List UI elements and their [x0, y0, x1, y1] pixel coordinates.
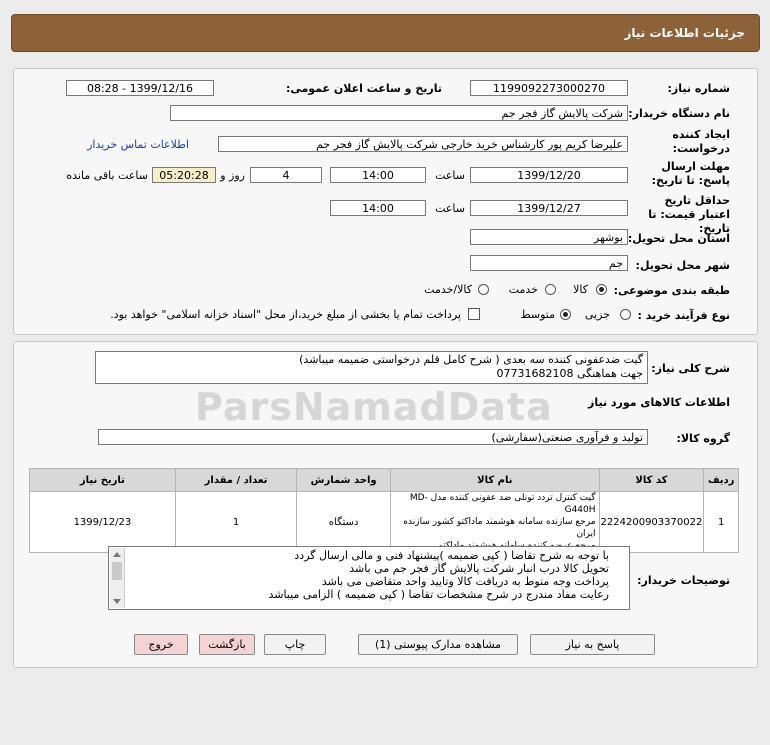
remaining-time-field: 05:20:28 — [152, 167, 216, 183]
col-date: تاریخ نیاز — [30, 469, 176, 492]
table-row — [30, 492, 739, 553]
page-title-bar — [11, 14, 760, 52]
col-unit: واحد شمارش — [297, 469, 391, 492]
goods-group-label: گروه کالا: — [676, 432, 730, 445]
goods-group-field: تولید و فرآوری صنعتی(سفارشی) — [98, 429, 648, 445]
buyer-notes-box — [108, 546, 630, 610]
buyer-org-field: شرکت پالایش گاز فجر جم — [170, 105, 628, 121]
creator-label: ایجاد کننده درخواست: — [672, 128, 730, 155]
category-label: طبقه بندی موضوعی: — [613, 284, 730, 297]
reply-time-label: ساعت — [435, 169, 465, 182]
description-box — [95, 351, 648, 384]
col-code: کد کالا — [599, 469, 704, 492]
purchase-radio-minor[interactable] — [620, 309, 631, 320]
purchase-medium-label: متوسط — [520, 308, 555, 321]
scroll-thumb[interactable] — [112, 562, 122, 580]
reply-deadline-label: مهلت ارسال پاسخ: تا تاریخ: — [651, 160, 730, 187]
col-name: نام کالا — [391, 469, 599, 492]
purchase-minor-label: جزیی — [584, 308, 610, 321]
notes-line-4: رعایت مفاد مندرج در شرح مشخصات تقاضا ( کپی ضمیمه ) الزامی میباشد — [268, 588, 609, 601]
city-field: جم — [470, 255, 628, 271]
purchase-radio-medium[interactable] — [560, 309, 571, 320]
price-validity-label: حداقل تاریخ اعتبار قیمت: تا تاریخ: — [648, 194, 730, 235]
category-radio-service[interactable] — [545, 284, 556, 295]
price-time-field: 14:00 — [330, 200, 426, 216]
print-button[interactable]: چاپ — [264, 634, 326, 655]
notes-scrollbar[interactable] — [110, 548, 125, 608]
days-label: روز و — [220, 169, 245, 182]
province-label: استان محل تحویل: — [627, 232, 730, 245]
reply-button[interactable]: پاسخ به نیاز — [530, 634, 655, 655]
cell-unit: دستگاه — [297, 492, 391, 553]
announce-label: تاریخ و ساعت اعلان عمومی: — [285, 82, 442, 95]
description-line-2: جهت هماهنگی 07731682108 — [496, 367, 643, 380]
creator-field: علیرضا کریم پور کارشناس خرید خارجی شرکت پالایش گاز فجر جم — [218, 136, 628, 152]
cell-name-line-2: مرجع سازنده سامانه هوشمند ماداکتو کشور سازنده ایران — [403, 517, 596, 539]
attachments-button[interactable]: مشاهده مدارک پیوستی (1) — [358, 634, 518, 655]
province-field: بوشهر — [470, 229, 628, 245]
need-number-field: 1199092273000270 — [470, 80, 628, 96]
notes-line-2: تحویل کالا درب انبار شرکت پالایش گاز فجر جم می باشد — [349, 562, 609, 575]
purchase-type-label: نوع فرآیند خرید : — [637, 309, 730, 322]
watermark-text: ParsNamadData — [195, 385, 553, 429]
reply-time-field: 14:00 — [330, 167, 426, 183]
page-title: جزئیات اطلاعات نیاز — [624, 26, 745, 40]
days-field: 4 — [250, 167, 322, 183]
treasury-payment-note: پرداخت تمام یا بخشی از مبلغ خرید،از محل "اسناد خزانه اسلامی" خواهد بود. — [110, 308, 461, 321]
category-goods-service-label: کالا/خدمت — [424, 283, 472, 296]
description-label: شرح کلی نیاز: — [651, 362, 730, 375]
scroll-down-icon[interactable] — [113, 599, 121, 604]
buyer-org-label: نام دستگاه خریدار: — [628, 107, 730, 120]
goods-table-header — [30, 469, 739, 492]
back-button[interactable]: بازگشت — [199, 634, 255, 655]
cell-code: 2224200903370022 — [599, 492, 704, 553]
col-row: ردیف — [704, 469, 739, 492]
price-date-field: 1399/12/27 — [470, 200, 628, 216]
notes-line-1: با توجه به شرح تقاضا ( کپی ضمیمه )پیشنهاد فنی و مالی ارسال گردد — [294, 549, 609, 562]
contact-buyer-link[interactable]: اطلاعات تماس خریدار — [87, 138, 189, 151]
col-qty: تعداد / مقدار — [175, 469, 296, 492]
category-service-label: خدمت — [508, 283, 538, 296]
cell-row: 1 — [704, 492, 739, 553]
category-radio-goods[interactable] — [596, 284, 607, 295]
remaining-label: ساعت باقی مانده — [66, 169, 148, 182]
treasury-payment-checkbox[interactable] — [468, 308, 480, 320]
reply-date-field: 1399/12/20 — [470, 167, 628, 183]
goods-table — [29, 468, 739, 553]
notes-line-3: پرداخت وجه منوط به دریافت کالا وتایید واحد متقاضی می باشد — [321, 575, 609, 588]
exit-button[interactable]: خروج — [134, 634, 188, 655]
cell-name — [391, 492, 599, 553]
price-time-label: ساعت — [435, 202, 465, 215]
city-label: شهر محل تحویل: — [635, 259, 730, 272]
category-radio-goods-service[interactable] — [478, 284, 489, 295]
scroll-up-icon[interactable] — [113, 552, 121, 557]
description-line-1: گیت ضدعفونی کننده سه بعدی ( شرح کامل قلم درخواستی ضمیمه میباشد) — [299, 353, 643, 366]
buyer-notes-label: توضیحات خریدار: — [637, 574, 730, 587]
announce-field: 1399/12/16 - 08:28 — [66, 80, 214, 96]
cell-name-line-1: گیت کنترل تردد تونلی ضد عفونی کننده مدل MD-G440H — [409, 493, 596, 515]
cell-date: 1399/12/23 — [30, 492, 176, 553]
goods-info-title: اطلاعات کالاهای مورد نیاز — [588, 396, 730, 409]
category-goods-label: کالا — [573, 283, 588, 296]
need-number-label: شماره نیاز: — [667, 82, 730, 95]
cell-qty: 1 — [175, 492, 296, 553]
